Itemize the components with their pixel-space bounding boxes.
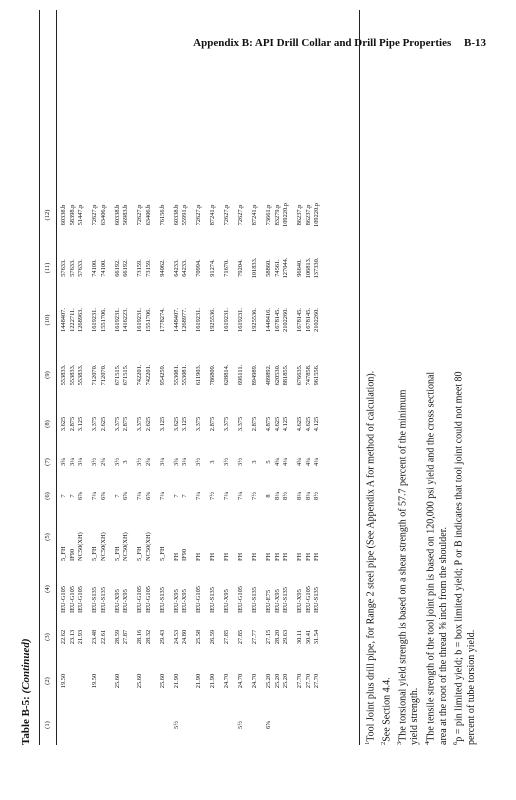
table-cell: 58398.p [68,204,76,226]
table-cell: NC50(XH) [77,532,84,561]
table-cell: 25.60 [113,673,121,689]
table-cell: IEU-S135 [158,587,166,613]
footnote-marker: 2 [379,741,387,745]
table-cell: 72627.p [223,204,230,226]
table-cell: 676635. [296,364,303,386]
table-cell: 7 [181,494,188,498]
table-cell: 57633. [68,259,76,277]
table-cell: 6⅝ [265,721,272,729]
table-cell: 23.48 [91,629,98,645]
table-cell: 553833. [68,364,76,386]
table-cell: 8½ [282,492,289,500]
table-cell: 553081. [181,364,188,386]
table-cell: 60338.b [172,204,180,226]
column-header: (4) [44,585,51,593]
table-cell: 25.20 [273,673,281,689]
table-cell: IEU-X95 [122,589,129,613]
table-cell: 4¼ [313,458,320,466]
table-cell: 5½ [237,721,244,729]
table-cell: 29.43 [158,629,166,645]
column-header: (8) [44,420,51,428]
table-cell: 3.625 [172,416,180,432]
table-cell: 3¼ [158,458,166,466]
footnote-line [466,45,479,745]
table-cell: 3 [251,460,258,464]
table-cell: NC50(XH) [99,532,107,561]
table-cell: IEU-E75 [265,589,272,613]
table-cell: IEU-X95 [113,589,121,613]
table-cell: FH [304,552,312,561]
table-cell: 3½ [223,458,230,466]
table-cell: 1778274. [158,308,166,332]
table-cell: 25.58 [195,629,202,645]
table-cell: 4¾ [273,458,281,466]
table-cell: IF90 [181,548,188,561]
table-cell: 7¼ [136,492,143,500]
column-header: (6) [44,492,51,500]
table-cell: 786809. [209,364,216,386]
table-bottom-rule [359,10,360,745]
table-cell: FH [282,552,289,561]
table-cell: 3.375 [136,416,143,432]
table-cell: IEU-G105 [304,586,312,613]
table-cell: 3¾ [60,458,67,466]
table-cell: 553081. [172,364,180,386]
table-cell: 7½ [209,492,216,500]
table-cell: 72627.p [237,204,244,226]
table-cell: IEU-X95 [273,589,281,613]
table-cell: 91274. [209,259,216,277]
table-cell: 31.54 [313,629,320,645]
table-cell: 5½ [172,721,180,729]
table-cell: 553833. [77,364,84,386]
table-cell: 2102260. [282,308,289,332]
table-cell: 3.375 [223,416,230,432]
table-cell: 27.70 [313,673,320,689]
column-header: (10) [44,314,51,326]
table-cell: 127044. [282,257,289,279]
table-cell: IEU-X95 [223,589,230,613]
table-cell: 7 [60,494,67,498]
table-cell: 1268963. [77,308,84,332]
table-cell: 1448407. [172,308,180,332]
column-header: (3) [44,633,51,641]
table-cell: FH [265,552,272,561]
table-cell: 2.875 [251,416,258,432]
table-cell: 4.875 [265,416,272,432]
footnote-line [394,45,410,745]
table-cell: 74561. [273,259,281,277]
table-cell: 1448416. [265,308,272,332]
table-cell: 7 [172,494,180,498]
table-cell: 1619231. [237,308,244,332]
table-cell: 5_FH [60,546,67,561]
footnote-marker: 4 [423,741,431,745]
table-title-continued: (Continued) [20,638,32,694]
table-cell: 3 [209,460,216,464]
table-cell: 712070. [91,364,98,386]
table-cell: 1925536. [209,308,216,332]
table-cell: 70994. [195,259,202,277]
table-cell: 5_FH [91,546,98,561]
footnote-text: yield strength. [409,687,421,745]
table-cell: 1678145. [304,308,312,332]
table-cell: 3.625 [60,416,67,432]
table-cell: 611903. [195,364,202,386]
table-cell: 3.125 [158,416,166,432]
column-header: (1) [44,721,51,729]
table-cell: 87241.p [251,204,258,226]
table-cell: 7¼ [223,492,230,500]
table-cell: 58860. [265,259,272,277]
table-cell: IEU-S135 [99,587,107,613]
table-cell: NC50(XH) [144,532,152,561]
table-cell: 73159. [144,259,152,277]
table-header-rule [56,10,57,745]
table-cell: FH [237,552,244,561]
table-cell: 7 [68,494,76,498]
footnote-text: Tool Joint plus drill pipe, for Range 2 steel pipe (See Appendix A for method of calculation). [365,370,377,742]
table-cell: 4.625 [273,416,281,432]
table-cell: 2¾ [99,458,107,466]
table-cell: 3¼ [68,458,76,466]
table-cell: 60338.b [60,204,67,226]
table-cell: IEU-S135 [91,587,98,613]
footnote-line [378,45,394,745]
column-header: (12) [44,209,51,221]
table-cell: 1268977. [181,308,188,332]
table-cell: 4.625 [304,416,312,432]
table-cell: 7½ [251,492,258,500]
table-cell: 3½ [136,458,143,466]
table-cell: 628814. [223,364,230,386]
table-cell: 28.20 [273,629,281,645]
header-title: Appendix B: API Drill Collar and Drill Pipe Properties [193,37,452,49]
column-header: (11) [44,262,51,274]
table-cell: 23.13 [68,629,76,645]
table-cell: 747858. [304,364,312,386]
column-header: (7) [44,458,51,466]
table-cell: 29.63 [282,629,289,645]
table-cell: 1416223. [122,308,129,332]
footnote-line [450,45,466,745]
table-cell: 86237.p [304,204,312,226]
table-cell: 28.16 [136,629,143,645]
table-cell: 72627.p [195,204,202,226]
table-cell: 63406.b [144,204,152,226]
table-cell: 6⅝ [99,492,107,500]
table-cell: 3.125 [181,416,188,432]
table-cell: 7 [113,494,121,498]
footnote-marker: 3 [395,741,403,745]
table-cell: 109220.p [313,203,320,227]
table-cell: 6⅝ [77,492,84,500]
table-cell: 19.50 [60,673,67,689]
table-cell: 4.125 [313,416,320,432]
table-cell: 73159. [136,259,143,277]
table-cell: 3½ [237,458,244,466]
table-cell: 96640. [296,259,303,277]
table-top-rule [39,10,40,745]
footnote-text: See Section 4.4. [381,677,393,742]
table-cell: 2.875 [68,416,76,432]
table-cell: 87241.p [209,204,216,226]
table-cell: 8½ [313,492,320,500]
table-cell: 83279.p [273,204,281,226]
table-cell: 3 [122,460,129,464]
table-cell: 76156.b [158,204,166,226]
column-header: (2) [44,677,51,685]
table-cell: IEU-S135 [209,587,216,613]
table-cell: 7¼ [237,492,244,500]
table-cell: 3½ [113,458,121,466]
table-cell: 3¼ [77,458,84,466]
table-cell: 671515. [113,364,121,386]
table-cell: 3.375 [91,416,98,432]
table-cell: 4.625 [296,416,303,432]
page-number: B-13 [464,37,486,49]
table-cell: 553833. [60,364,67,386]
footnote-text: The torsional yield strength is based on a shear strength of 57.7 percent of the minimum [396,389,408,742]
table-cell: 25.20 [265,673,272,689]
table-cell: 137330. [313,257,320,279]
table-cell: 21.90 [209,673,216,689]
table-cell: 6⅝ [144,492,152,500]
table-cell: IEU-G105 [144,586,152,613]
table-cell: 5_FH [113,546,121,561]
table-cell: 86237.p [296,204,303,226]
table-cell: 894989. [251,364,258,386]
table-cell: 7¼ [195,492,202,500]
table-cell: 8¼ [296,492,303,500]
table-cell: FH [223,552,230,561]
table-cell: 21.90 [172,673,180,689]
table-cell: IEU-S135 [313,587,320,613]
table-cell: 66192. [122,259,129,277]
table-cell: 101833. [251,257,258,279]
table-cell: 74100. [99,259,107,277]
table-cell: 19.50 [91,673,98,689]
table-cell: 24.53 [172,629,180,645]
table-cell: 27.77 [251,629,258,645]
table-cell: 961556. [313,364,320,386]
table-cell: FH [172,552,180,561]
table-cell: NC50(XH) [122,532,129,561]
table-cell: 7¼ [158,492,166,500]
table-cell: 1619231. [91,308,98,332]
table-cell: 1551706. [99,308,107,332]
table-cell: 1448407. [60,308,67,332]
table-cell: 21.93 [77,629,84,645]
table-cell: 2¾ [144,458,152,466]
table-cell: 3¼ [181,458,188,466]
table-cell: 57633. [77,259,84,277]
table-cell: 3.375 [113,416,121,432]
table-cell: 4¾ [296,458,303,466]
table-footnotes [362,45,479,745]
footnote-line [422,45,438,745]
table-cell: 30.11 [296,629,303,645]
table-cell: 954259. [158,364,166,386]
table-cell: 620530. [273,364,281,386]
table-cell: 696111. [237,364,244,386]
table-cell: FH [209,552,216,561]
footnote-text: area at the root of the thread ⅝ inch from the shoulder. [437,527,449,745]
table-cell: 7¼ [91,492,98,500]
table-cell: IEU-X95 [172,589,180,613]
column-header: (9) [44,371,51,379]
table-cell: 1551706. [144,308,152,332]
table-cell: 1619231. [136,308,143,332]
table-cell: 742201. [144,364,152,386]
table-cell: 27.15 [265,629,272,645]
table-cell: 63406.p [99,204,107,226]
table-cell: 4¾ [304,458,312,466]
footnote-text: The tensile strength of the tool joint pin is based on 120,000 psi yield and the cross sectional [425,371,437,742]
table-cell: 28.32 [144,629,152,645]
table-cell: 72627.p [136,204,143,226]
table-cell: 3.125 [77,416,84,432]
table-cell: 742201. [136,364,143,386]
table-cell: IEU-G105 [77,586,84,613]
footnote-marker: 1 [364,741,371,745]
table-cell: 5_FH [136,546,143,561]
table-cell: 30.41 [304,629,312,645]
table-cell: FH [195,552,202,561]
table-cell: 72627.p [91,204,98,226]
footnote-line [362,45,378,745]
table-cell: 3½ [195,458,202,466]
table-cell: 56983.b [122,204,129,226]
table-cell: 6⅝ [122,492,129,500]
table-cell: 27.85 [237,629,244,645]
table-cell: IEU-G105 [60,586,67,613]
table-cell: 25.60 [158,673,166,689]
table-cell: 21.90 [195,673,202,689]
table-cell: 5_FH [158,546,166,561]
table-cell: FH [296,552,303,561]
table-cell: 1678145. [273,308,281,332]
table-cell: FH [313,552,320,561]
table-cell: 4.125 [282,416,289,432]
table-cell: 64233. [172,259,180,277]
table-cell: 24.70 [237,673,244,689]
table-cell: 22.61 [99,629,107,645]
table-cell: 1619231. [223,308,230,332]
table-cell: IEU-S135 [251,587,258,613]
table-cell: IEU-G105 [237,586,244,613]
footnote-marker: 6 [452,741,460,745]
table-cell: 3.375 [237,416,244,432]
table-cell: 489892. [265,364,272,386]
table-cell: 8¼ [273,492,281,500]
table-cell: 27.70 [296,673,303,689]
table-cell: 27.85 [223,629,230,645]
footnote-text: percent of tube torsion yield. [466,629,478,745]
footnote-line [438,45,451,745]
table-cell: 25.60 [136,673,143,689]
table-title-label: Table B-5: [20,696,32,745]
table-cell: 2.875 [209,416,216,432]
table-cell: 2.875 [122,416,129,432]
table-cell: 671515. [122,364,129,386]
table-cell: 79204. [237,259,244,277]
table-cell: 3.375 [195,416,202,432]
table-cell: 27.70 [304,673,312,689]
table-cell: 109220.p [282,203,289,227]
table-cell: 1925536. [251,308,258,332]
table-cell: 73661.p [265,204,272,226]
table-cell: 1678145. [296,308,303,332]
table-cell: FH [273,552,281,561]
table-cell: 71670. [223,259,230,277]
table-cell: 5 [265,460,272,464]
table-cell: IEU-G105 [195,586,202,613]
table-title [20,638,32,745]
column-header: (5) [44,533,51,541]
table-cell: 8 [265,494,272,498]
table-cell: IEU-X95 [181,589,188,613]
table-cell: 2.625 [144,416,152,432]
table-cell: 64233. [181,259,188,277]
table-cell: IF90 [68,548,76,561]
table-cell: 27.87 [122,629,129,645]
table-cell: 55991.p [181,204,188,226]
table-cell: 3¾ [172,458,180,466]
footnote-text: p = pin limited yield; b = box limited yield; P or B indicates that tool joint could not meet 80 [453,371,465,742]
footnote-line [409,45,422,745]
table-cell: 1222711. [68,308,76,332]
table-cell: 24.70 [251,673,258,689]
table-cell: IEU-S135 [282,587,289,613]
table-cell: 24.80 [181,629,188,645]
table-cell: IEU-G105 [136,586,143,613]
table-cell: 1619231. [195,308,202,332]
table-cell: FH [251,552,258,561]
table-cell: 8¼ [304,492,312,500]
table-cell: 22.62 [60,629,67,645]
table-cell: 1619231. [113,308,121,332]
table-cell: 57633. [60,259,67,277]
table-cell: 24.70 [223,673,230,689]
table-cell: IEU-G105 [68,586,76,613]
table-cell: 3½ [91,458,98,466]
table-cell: 74100. [91,259,98,277]
table-cell: 26.59 [209,629,216,645]
table-cell: 66192. [113,259,121,277]
table-cell: 881855. [282,364,289,386]
table-cell: 712070. [99,364,107,386]
table-cell: 60338.b [113,204,121,226]
table-cell: 4¼ [282,458,289,466]
table-cell: 25.20 [282,673,289,689]
table-cell: 28.59 [113,629,121,645]
table-cell: 94062. [158,259,166,277]
table-cell: 2.625 [99,416,107,432]
table-cell: 51447.p [77,204,84,226]
table-cell: 106813. [304,257,312,279]
table-cell: IEU-X95 [296,589,303,613]
table-cell: 2102260. [313,308,320,332]
